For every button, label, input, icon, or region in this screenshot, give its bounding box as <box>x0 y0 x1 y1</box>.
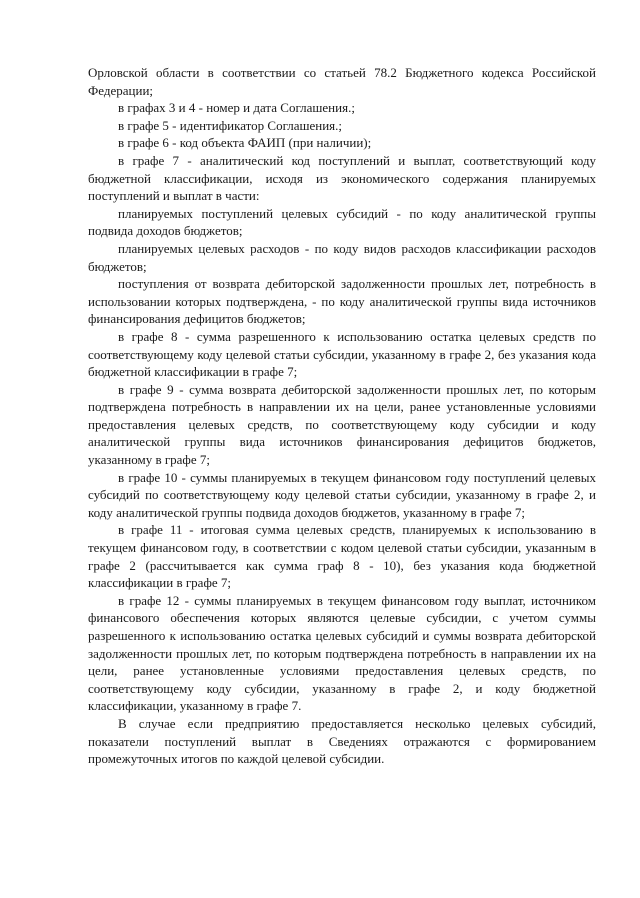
paragraph-7: планируемых целевых расходов - по коду видов расходов классификации расходов бюджетов; <box>88 240 596 274</box>
paragraph-1: Орловской области в соответствии со статьей 78.2 Бюджетного кодекса Российской Федерации; <box>88 65 596 98</box>
paragraph-5: в графе 7 - аналитический код поступлений и выплат, соответствующий коду бюджетной классификации, исходя из экономического содержания планируемых поступлений и выплат в части: <box>88 152 596 204</box>
paragraph-11: в графе 10 - суммы планируемых в текущем финансовом году поступлений целевых субсидий по соответствующему коду целевой статьи субсидии, указанному в графе 2, и коду аналитической группы подвида доходов бюджетов, указанному в графе 7; <box>88 469 596 520</box>
paragraph-4: в графе 6 - код объекта ФАИП (при наличии); <box>118 135 372 151</box>
paragraph-6: планируемых поступлений целевых субсидий - по коду аналитической группы подвида доходов бюджетов; <box>88 205 596 239</box>
paragraph-8: поступления от возврата дебиторской задолженности прошлых лет, потребность в использовании которых подтверждена, - по коду аналитической группы вида источников финансирования дефицитов бюджетов; <box>88 276 596 327</box>
paragraph-12: в графе 11 - итоговая сумма целевых средств, планируемых к использованию в текущем финансовом году, в соответствии с кодом целевой статьи субсидии, указанным в графе 2 (рассчитывается как сумма граф 8 - 10), без указания кода бюджетной классификации в графе 7; <box>88 522 596 591</box>
paragraph-3: в графе 5 - идентификатор Соглашения.; <box>118 117 343 133</box>
paragraph-10: в графе 9 - сумма возврата дебиторской задолженности прошлых лет, по которым подтверждена потребность в направлении их на цели, ранее установленные условиями предоставления целевых средств, по соответствующему коду субсидии и коду аналитической группы вида источников финансирования дефицитов бюджетов, указанному в графе 7; <box>88 381 596 468</box>
paragraph-13: в графе 12 - суммы планируемых в текущем финансовом году выплат, источником финансового обеспечения которых являются целевые субсидии, с учетом суммы разрешенного к использованию остатка целевых субсидий и суммы возврата дебиторской задолженности прошлых лет, по которым подтверждена потребность в направлении их на цели, ранее установленные условиями предоставления целевых средств, по соответствующему коду субсидии, указанному в графе 2, и коду бюджетной классификации, указанному в графе 7. <box>88 592 596 714</box>
paragraph-14: В случае если предприятию предоставляется несколько целевых субсидий, показатели поступлений выплат в Сведениях отражаются с формированием промежуточных итогов по каждой целевой субсидии. <box>88 715 596 767</box>
paragraph-9: в графе 8 - сумма разрешенного к использованию остатка целевых средств по соответствующему коду целевой статьи субсидии, указанному в графе 2, без указания кода бюджетной классификации в графе 7; <box>88 328 596 380</box>
paragraph-2: в графах 3 и 4 - номер и дата Соглашения.; <box>118 100 355 116</box>
document-page <box>88 64 596 768</box>
